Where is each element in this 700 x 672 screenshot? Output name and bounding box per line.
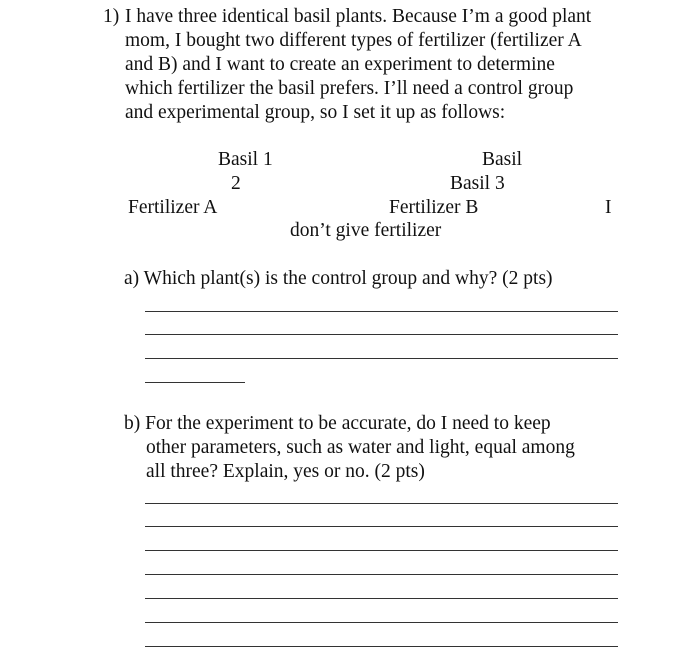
fertilizer-b-label: Fertilizer B bbox=[389, 197, 479, 218]
answer-line bbox=[145, 503, 618, 504]
basil-1-label: Basil 1 bbox=[218, 149, 273, 170]
basil-label: Basil bbox=[482, 149, 523, 170]
part-a-prompt: a) Which plant(s) is the control group and why? (2 pts) bbox=[124, 268, 553, 289]
answer-line bbox=[145, 382, 245, 383]
fertilizer-a-label: Fertilizer A bbox=[128, 197, 218, 218]
part-b-prompt-line: b) For the experiment to be accurate, do I need to keep bbox=[124, 413, 551, 434]
answer-line bbox=[145, 622, 618, 623]
question-line: which fertilizer the basil prefers. I’ll need a control group bbox=[125, 78, 574, 99]
answer-line bbox=[145, 526, 618, 527]
question-line: mom, I bought two different types of fertilizer (fertilizer A bbox=[125, 30, 582, 51]
basil-3-label: Basil 3 bbox=[450, 173, 505, 194]
question-line: I have three identical basil plants. Because I’m a good plant bbox=[125, 6, 592, 27]
question-number: 1) bbox=[103, 6, 120, 27]
answer-line bbox=[145, 646, 618, 647]
answer-line bbox=[145, 358, 618, 359]
answer-line bbox=[145, 550, 618, 551]
question-line: and B) and I want to create an experiment to determine bbox=[125, 54, 555, 75]
answer-line bbox=[145, 334, 618, 335]
answer-line bbox=[145, 574, 618, 575]
basil-2-number: 2 bbox=[231, 173, 241, 194]
part-b-prompt-line: all three? Explain, yes or no. (2 pts) bbox=[146, 461, 425, 482]
question-line: and experimental group, so I set it up as follows: bbox=[125, 102, 506, 123]
answer-line bbox=[145, 311, 618, 312]
answer-line bbox=[145, 598, 618, 599]
part-b-prompt-line: other parameters, such as water and light, equal among bbox=[146, 437, 575, 458]
stray-i-label: I bbox=[605, 197, 612, 218]
no-fertilizer-label: don’t give fertilizer bbox=[290, 220, 442, 241]
